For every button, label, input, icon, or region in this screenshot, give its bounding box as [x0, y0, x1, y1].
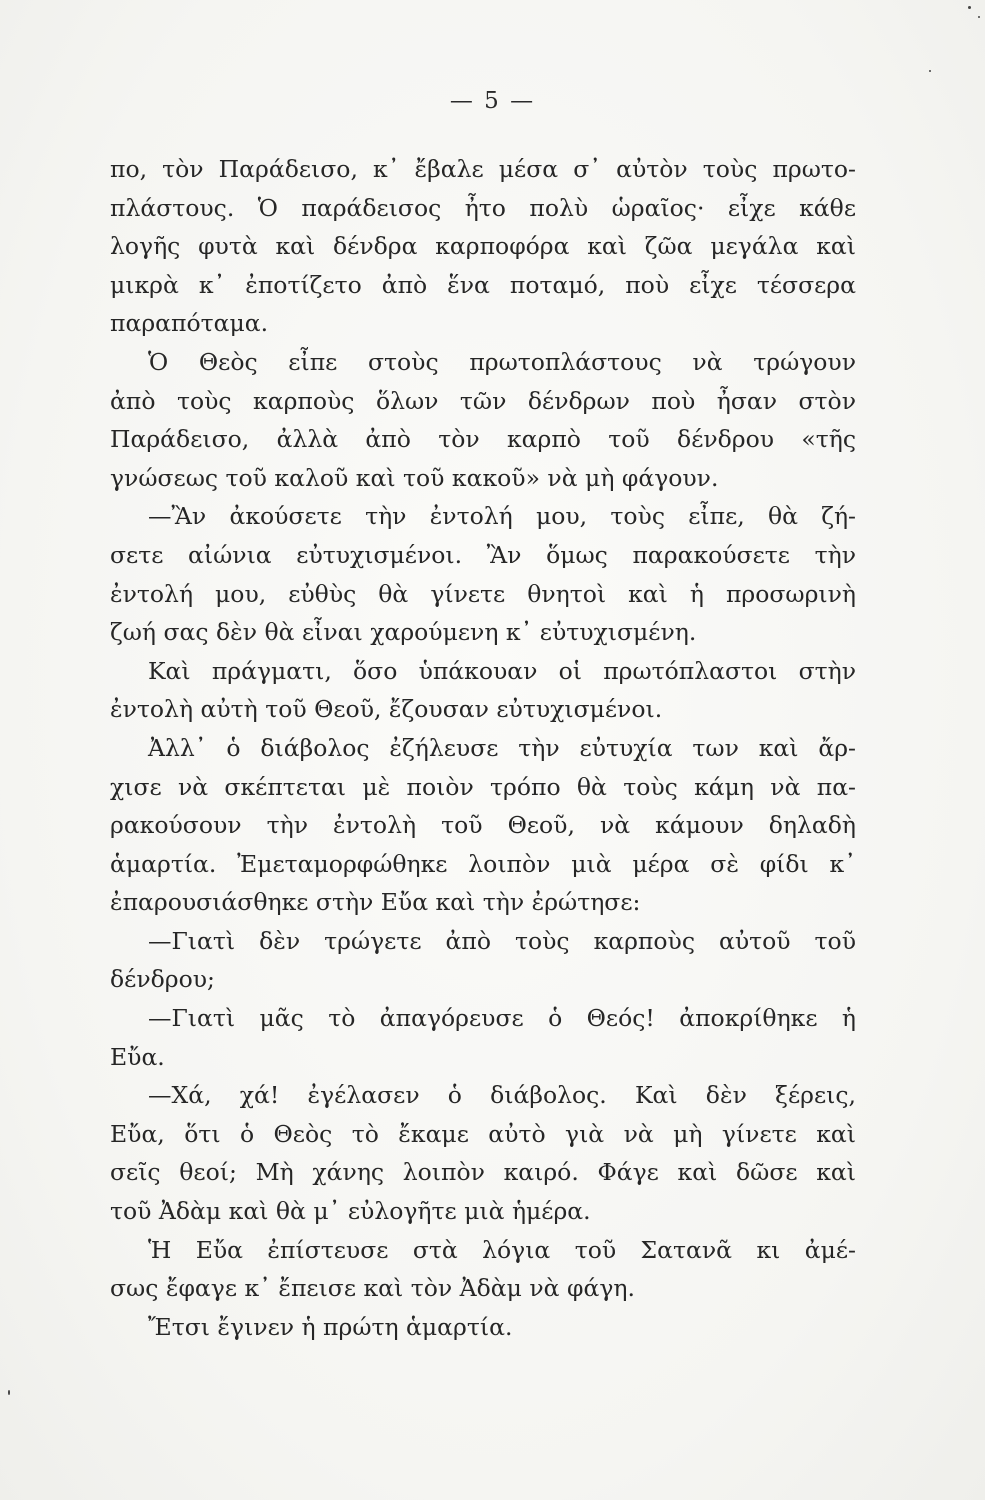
text-line: τοῦ Ἀδὰμ καὶ θὰ μ᾿ εὐλογῆτε μιὰ ἡμέρα.	[110, 1197, 591, 1226]
text-line: σετε αἰώνια εὐτυχισμένοι. Ἂν ὅμως παρακούσετε τὴν	[110, 540, 856, 569]
text-line: λογῆς φυτὰ καὶ δένδρα καρποφόρα καὶ ζῶα μεγάλα καὶ	[110, 232, 856, 261]
text-line: Παράδεισο, ἀλλὰ ἀπὸ τὸν καρπὸ τοῦ δένδρου «τῆς	[110, 425, 856, 454]
ink-speck	[978, 16, 980, 18]
text-line: —Γιατὶ δὲν τρώγετε ἀπὸ τοὺς καρποὺς αὐτοῦ τοῦ	[148, 926, 856, 955]
text-line: γνώσεως τοῦ καλοῦ καὶ τοῦ κακοῦ» νὰ μὴ φάγουν.	[110, 463, 719, 492]
text-line: ρακούσουν τὴν ἐντολὴ τοῦ Θεοῦ, νὰ κάμουν δηλαδὴ	[110, 811, 856, 840]
text-line: σως ἔφαγε κ᾿ ἔπεισε καὶ τὸν Ἀδὰμ νὰ φάγη.	[110, 1274, 635, 1303]
text-line: σεῖς θεοί; Μὴ χάνης λοιπὸν καιρό. Φάγε καὶ δῶσε καὶ	[110, 1158, 856, 1187]
ink-speck	[929, 70, 931, 72]
text-line: Ὁ Θεὸς εἶπε στοὺς πρωτοπλάστους νὰ τρώγουν	[148, 347, 856, 376]
page-number: — 5 —	[449, 88, 536, 114]
text-line: ἁμαρτία. Ἐμεταμορφώθηκε λοιπὸν μιὰ μέρα σὲ φίδι κ᾿	[110, 849, 856, 878]
text-line: —Χά, χά! ἐγέλασεν ὁ διάβολος. Καὶ δὲν ξέρεις,	[148, 1081, 856, 1110]
text-line: Ἡ Εὔα ἐπίστευσε στὰ λόγια τοῦ Σατανᾶ κι ἀμέ-	[148, 1235, 856, 1264]
text-line: ἐντολὴ αὐτὴ τοῦ Θεοῦ, ἔζουσαν εὐτυχισμένοι.	[110, 695, 663, 724]
text-line: Εὔα, ὅτι ὁ Θεὸς τὸ ἔκαμε αὐτὸ γιὰ νὰ μὴ γίνετε καὶ	[110, 1119, 856, 1148]
ink-speck	[968, 6, 971, 9]
text-line: δένδρου;	[110, 965, 215, 994]
text-line: —Γιατὶ μᾶς τὸ ἀπαγόρευσε ὁ Θεός! ἀποκρίθηκε ἡ	[148, 1004, 856, 1033]
text-line: παραπόταμα.	[110, 309, 269, 338]
text-line: Εὔα.	[110, 1042, 165, 1071]
text-line: πλάστους. Ὁ παράδεισος ἦτο πολὺ ὡραῖος· εἶχε κάθε	[110, 193, 856, 222]
text-line: —Ἂν ἀκούσετε τὴν ἐντολή μου, τοὺς εἶπε, θὰ ζή-	[148, 502, 856, 531]
ink-speck	[8, 1390, 10, 1395]
text-line: χισε νὰ σκέπτεται μὲ ποιὸν τρόπο θὰ τοὺς κάμη νὰ πα-	[110, 772, 856, 801]
text-line: Καὶ πράγματι, ὅσο ὑπάκουαν οἱ πρωτόπλαστοι στὴν	[148, 656, 856, 685]
text-line: ζωή σας δὲν θὰ εἶναι χαρούμενη κ᾿ εὐτυχισμένη.	[110, 618, 697, 647]
text-line: μικρὰ κ᾿ ἐποτίζετο ἀπὸ ἕνα ποταμό, ποὺ εἶχε τέσσερα	[110, 270, 856, 299]
text-line: πο, τὸν Παράδεισο, κ᾿ ἔβαλε μέσα σ᾿ αὐτὸν τοὺς πρωτο-	[110, 155, 856, 183]
text-line: ἐντολή μου, εὐθὺς θὰ γίνετε θνητοὶ καὶ ἡ προσωρινὴ	[110, 579, 856, 608]
text-line: Ἀλλ᾿ ὁ διάβολος ἐζήλευσε τὴν εὐτυχία των καὶ ἄρ-	[148, 733, 856, 762]
text-line: ἀπὸ τοὺς καρποὺς ὅλων τῶν δένδρων ποὺ ἦσαν στὸν	[110, 386, 856, 415]
body-text	[110, 150, 856, 1346]
text-line: ἐπαρουσιάσθηκε στὴν Εὔα καὶ τὴν ἐρώτησε:	[110, 888, 641, 917]
text-line: Ἔτσι ἔγινεν ἡ πρώτη ἁμαρτία.	[148, 1312, 513, 1341]
